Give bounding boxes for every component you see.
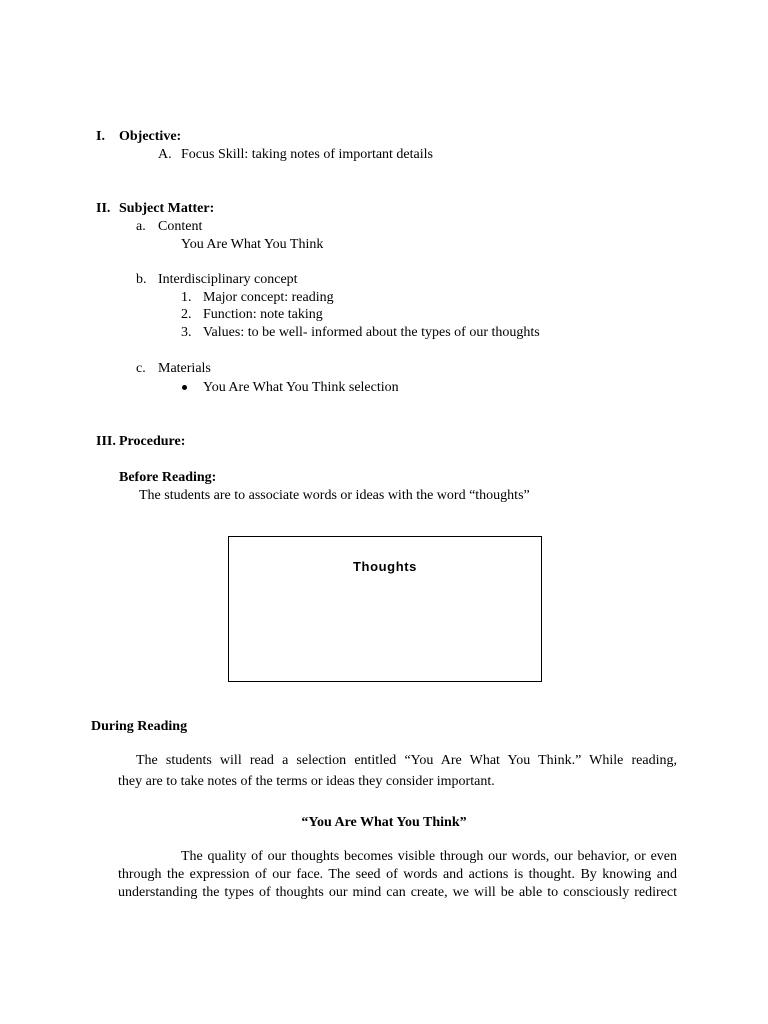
bullet-icon [182,385,187,390]
content-marker: a. [136,219,146,234]
during-reading-paragraph-line1: The students will read a selection entitled “You Are What You Think.” While reading, [136,753,677,768]
thoughts-box-label: Thoughts [352,559,417,574]
concept-item-marker: 2. [181,307,192,322]
content-detail: You Are What You Think [181,237,324,252]
section2-heading: Subject Matter: [119,201,215,216]
concept-item-marker: 1. [181,290,192,305]
selection-paragraph-line2: through the expression of our face. The seed of words and actions is thought. By knowing and [118,867,677,882]
before-reading-text: The students are to associate words or ideas with the word “thoughts” [139,488,530,503]
materials-item: You Are What You Think selection [203,380,399,395]
during-reading-paragraph-line2: they are to take notes of the terms or ideas they consider important. [118,774,495,789]
before-reading-heading: Before Reading: [119,470,217,485]
section3-numeral: III. [96,434,116,449]
section3-heading: Procedure: [119,434,186,449]
section2-numeral: II. [96,201,111,216]
concept-item-text: Major concept: reading [203,290,334,305]
selection-paragraph-line3: understanding the types of thoughts our mind can create, we will be able to consciously redirect [118,885,677,900]
content-label: Content [158,219,203,234]
thoughts-box [228,536,542,682]
selection-paragraph-line1: The quality of our thoughts becomes visible through our words, our behavior, or even [181,849,677,864]
section1-item-marker: A. [158,147,172,162]
interdisciplinary-marker: b. [136,272,147,287]
section1-numeral: I. [96,129,105,144]
concept-item-marker: 3. [181,325,192,340]
interdisciplinary-label: Interdisciplinary concept [158,272,298,287]
during-reading-heading: During Reading [91,719,188,734]
section1-item-text: Focus Skill: taking notes of important details [181,147,433,162]
section1-heading: Objective: [119,129,182,144]
materials-label: Materials [158,361,211,376]
concept-item-text: Values: to be well- informed about the types of our thoughts [203,325,540,340]
concept-item-text: Function: note taking [203,307,323,322]
selection-title: “You Are What You Think” [301,815,467,830]
materials-marker: c. [136,361,146,376]
